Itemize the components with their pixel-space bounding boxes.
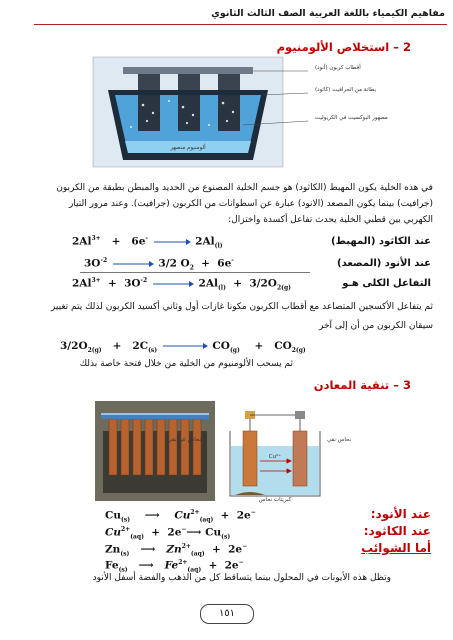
copper-oxidation-equation: $Cu_{(s)}$ ⟶ $Cu^{2+}_{(aq)} + 2e^-$ (105, 509, 256, 524)
paragraph-line-1: في هذه الخلية يكون المهبط (الكاثود) هو جسم الخلية المصنوع من الحديد والمبطن بطبقة من الكربون (56, 183, 433, 193)
section-3-title: 3 – تنقية المعادن (313, 378, 411, 392)
copper-reduction-equation: $Cu^{2+}_{(aq)}$ + 2e−⟶ $Cu_{(s)}$ (105, 526, 231, 541)
reaction-arrow-icon (152, 238, 192, 246)
final-paragraph: وتظل هذه الأيونات في المحلول بينما يتساقط كل من الذهب والفضة أسفل الأنود (92, 573, 391, 583)
reaction-arrow-icon (161, 342, 209, 350)
impure-copper-label: نحاس غير نقي (167, 437, 201, 443)
molten-aluminum-label: ألومنيوم منصهر (170, 145, 206, 151)
overall-reaction-label: التفاعل الكلى هـو (342, 278, 431, 289)
anode-label: أقطاب كربون (أنود) (315, 65, 361, 71)
header-title: مفاهيم الكيمياء باللغة العربية الصف الثالث الثانوي (211, 8, 445, 19)
zinc-oxidation-equation: $Zn_{(s)}$ ⟶ $Zn^{2+}_{(aq)} + 2e^-$ (105, 543, 248, 558)
iron-oxidation-equation: $Fe_{(s)}$ ⟶ $Fe^{2+}_{(aq)} + 2e^-$ (105, 559, 244, 574)
overall-equation: $2Al^{3+} + 3O^{-2}$ $2Al_{(l)} + 3/2O_{2(g)}$ (72, 277, 292, 292)
anode-label: عند الأنود (المصعد) (337, 258, 431, 269)
cathode-label: عند الكاثود (المهبط) (331, 236, 431, 247)
header-divider (34, 24, 447, 25)
reaction-arrow-icon (111, 260, 155, 268)
carbon-oxidation-equation: $3/2O_{2(g)} + 2C_{(s)}$ $CO_{(g)}$ + $CO_{2(g)}$ (60, 340, 306, 355)
paragraph-line-3: الكهربي بين قطبي الخلية يحدث تفاعل أكسدة واختزال: (228, 215, 433, 225)
molten-bauxite-label: مصهور البوكسيت في الكريوليت (315, 115, 388, 121)
cathode-lining-label: بطانة من الجرافيت (كاثود) (315, 87, 376, 93)
impurities-heading: أما الشوائب (361, 541, 431, 555)
svg-text:Cu²⁺: Cu²⁺ (268, 454, 282, 460)
paragraph-2-line-1: ثم يتفاعل الأكسجين المتصاعد مع أقطاب الكربون مكونا غازات أول وثاني أكسيد الكربون لذلك يتم تغيير (50, 302, 433, 312)
aluminum-cell-diagram (83, 55, 388, 170)
anode-heading: عند الأنود: (370, 507, 431, 521)
paragraph-3: ثم يسحب الألومنيوم من الخلية من خلال فتحة خاصة بذلك (79, 359, 293, 369)
reaction-arrow-icon (151, 280, 195, 288)
copper-sulfate-label: كبريتات نحاس (258, 497, 292, 503)
equation-divider (80, 272, 310, 273)
cathode-equation: $2Al^{3+} + 6e^-$ $2Al_{(l)}$ (72, 235, 223, 250)
section-2-title: 2 – استخلاص الألومنيوم (276, 40, 411, 54)
cathode-heading: عند الكاثود: (363, 524, 431, 538)
pure-copper-label: نحاس نقي (327, 437, 352, 443)
anode-equation: $3O^{-2}$ 3/2 $O_2 + 6e^-$ (84, 257, 234, 272)
page-number: ١٥١ (200, 604, 254, 624)
copper-refining-diagram (95, 401, 385, 501)
paragraph-2-line-2: سيقان الكربون من أن إلى آخر (319, 321, 433, 331)
paragraph-line-2: (جرافيت) بينما يكون المصعد (الانود) عبارة عن اسطوانات من الكربون (جرافيت). وعند مرور التيار (68, 199, 433, 209)
